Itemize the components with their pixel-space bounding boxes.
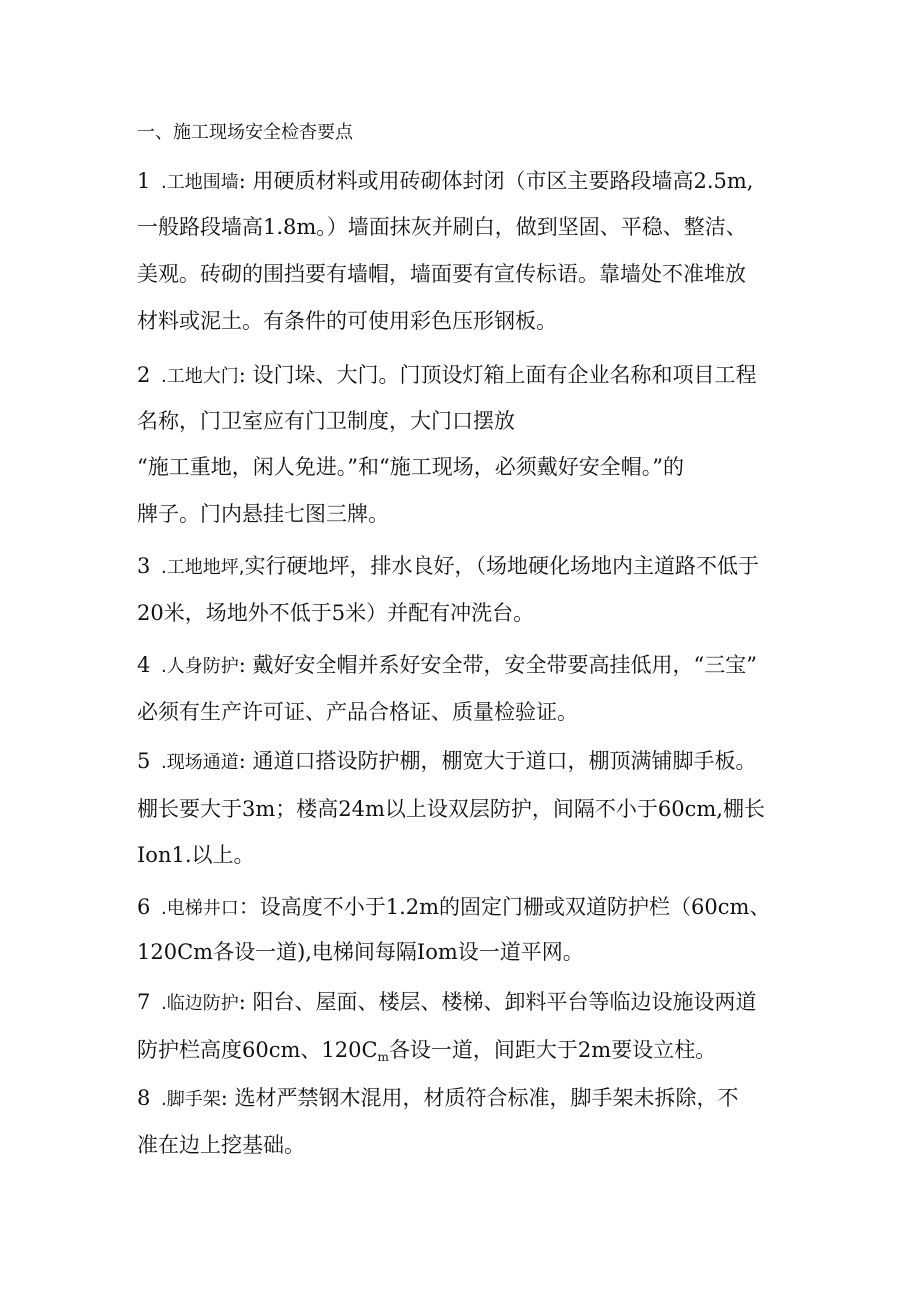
item-2-line-4: 牌子。门内悬挂七图三牌。 <box>137 502 389 526</box>
section-heading: 一、施工现场安全检杳要点 <box>137 122 353 143</box>
item-3-label: .工地地坪, <box>161 557 245 578</box>
item-3-text: 实行硬地坪，排水良好，（场地硬化场地内主道路不低于 <box>244 554 759 578</box>
item-8-number: 8 <box>137 1086 151 1110</box>
item-8-line-1 <box>137 1083 738 1115</box>
item-5-label: .现场通道 <box>161 752 239 773</box>
item-2-line-2: 名称，门卫室应有门卫制度，大门口摆放 <box>137 409 515 433</box>
item-7-text-2b: 各设一道，间距大于2m要设立柱。 <box>388 1038 717 1062</box>
item-4-label: .人身防护 <box>161 656 239 677</box>
item-3-number: 3 <box>137 554 151 578</box>
item-2-number: 2 <box>137 363 151 387</box>
item-7-text-2a: 防护栏高度60cm、120C <box>137 1038 378 1062</box>
item-5-line-1 <box>137 746 756 778</box>
item-8-text: : 选材严禁钢木混用，材质符合标准，脚手架未拆除，不 <box>220 1086 739 1110</box>
item-1-line-1 <box>137 166 753 198</box>
item-5-line-2: 棚长要大于3m；楼高24m以上设双层防护，间隔不小于60cm,棚长 <box>137 797 765 821</box>
item-7-text: : 阳台、屋面、楼层、楼梯、卸料平台等临边设施设两道 <box>238 990 757 1014</box>
item-4-number: 4 <box>137 653 151 677</box>
item-1-text: : 用硬质材料或用砖砌体封闭（市区主要路段墙高2.5m, <box>238 169 754 193</box>
item-1-number: 1 <box>137 169 151 193</box>
item-7-subscript: m <box>377 1050 389 1064</box>
item-6-number: 6 <box>137 895 151 919</box>
item-5-line-3: Ion1.以上。 <box>137 843 255 867</box>
item-1-line-2: 一般路段墙高1.8m。）墙面抹灰并刷白，做到坚固、平稳、整洁、 <box>137 215 747 239</box>
item-4-text: : 戴好安全帽并系好安全带，安全带要高挂低用，“三宝” <box>238 653 757 677</box>
item-3-line-1 <box>137 551 759 583</box>
item-6-line-1 <box>137 892 770 924</box>
item-7-number: 7 <box>137 990 151 1014</box>
item-7-line-1 <box>137 987 756 1019</box>
item-5-text: : 通道口搭设防护棚，棚宽大于道口，棚顶满铺脚手板。 <box>238 749 757 773</box>
item-6-line-2: 120Cm各设一道),电梯间每隔Iom设一道平网。 <box>137 940 584 964</box>
item-1-label: .工地围墙 <box>161 172 239 193</box>
item-4-line-2: 必须有生产许可证、产品合格证、质量检验证。 <box>137 700 578 724</box>
item-6-label: .电梯井口 <box>161 898 239 919</box>
item-5-number: 5 <box>137 749 151 773</box>
item-2-text: : 设门垛、大门。门顶设灯箱上面有企业名称和项目工程 <box>238 363 757 387</box>
item-8-line-2: 准在边上挖基础。 <box>137 1133 305 1157</box>
item-2-line-1 <box>137 360 756 392</box>
item-7-label: .临边防护 <box>161 993 239 1014</box>
item-3-line-2: 20米，场地外不低于5米）并配有冲洗台。 <box>137 601 535 625</box>
item-2-line-3: “施工重地，闲人免进。”和“施工现场，必须戴好安全帽。”的 <box>137 455 684 479</box>
item-4-line-1 <box>137 650 757 682</box>
item-7-line-2 <box>137 1035 716 1072</box>
item-6-text: ：设高度不小于1.2m的固定门栅或双道防护栏（60cm、 <box>238 895 771 919</box>
item-1-line-4: 材料或泥土。有条件的可使用彩色压形钢板。 <box>137 309 557 333</box>
item-2-label: .工地大门 <box>161 366 239 387</box>
item-1-line-3: 美观。砖砌的围挡要有墙帽，墙面要有宣传标语。靠墙处不准堆放 <box>137 262 746 286</box>
item-8-label: .脚手架 <box>161 1089 221 1110</box>
